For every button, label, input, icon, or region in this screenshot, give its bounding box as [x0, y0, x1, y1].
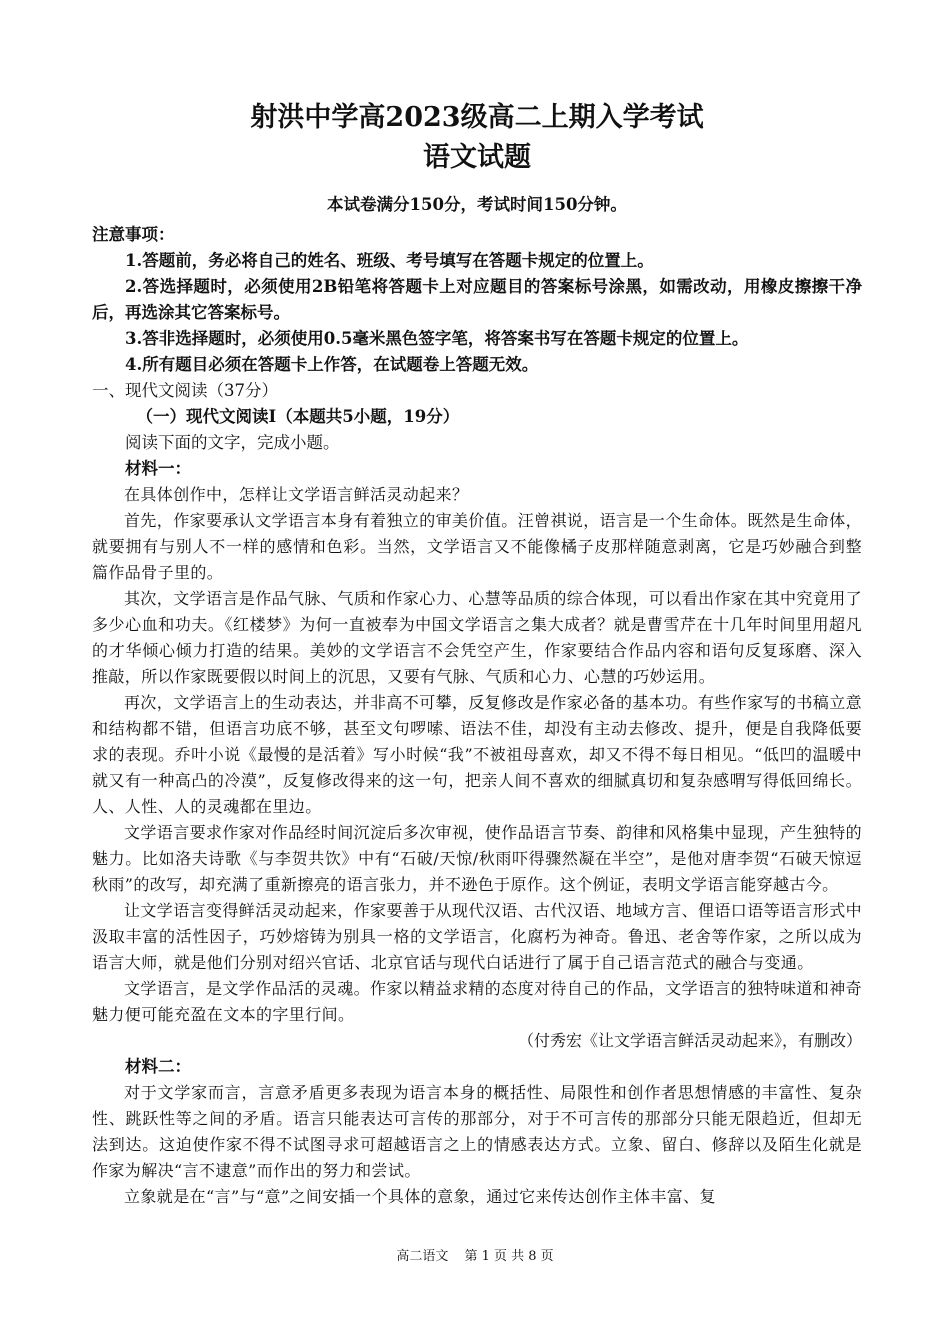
material-two-paragraph: 对于文学家而言，言意矛盾更多表现为语言本身的概括性、局限性和创作者思想情感的丰富性、复杂性、跳跃性等之间的矛盾。语言只能表达可言传的那部分，对于不可言传的那部分只能无限趋近，但却无法到达。这迫使作家不得不试图寻求可超越语言之上的情感表达方式。立象、留白、修辞以及陌生化就是作家为解决“言不逮意”而作出的努力和尝试。	[92, 1083, 862, 1180]
notes-heading: 注意事项：	[92, 225, 175, 244]
material-one-paragraph: 在具体创作中，怎样让文学语言鲜活灵动起来？	[124, 485, 469, 504]
material-one-paragraph: 文学语言，是文学作品活的灵魂。作家以精益求精的态度对待自己的作品，文学语言的独特味道和神奇魅力便可能充盈在文本的字里行间。	[92, 979, 863, 1024]
material-one-source: （付秀宏《让文学语言鲜活灵动起来》，有删改）	[517, 1031, 862, 1050]
material-one-paragraph: 再次，文学语言上的生动表达，并非高不可攀，反复修改是作家必备的基本功。有些作家写的书稿立意和结构都不错，但语言功底不够，甚至文句啰嗦、语法不佳，却没有主动去修改、提升，便是自我降低要求的表现。乔叶小说《最慢的是活着》写小时候“我”不被祖母喜欢，却又不得不每日相见。“低凹的温暖中就又有一种高凸的冷漠”，反复修改得来的这一句，把亲人间不喜欢的细腻真切和复杂感喟写得低回绵长。人、人性、人的灵魂都在里边。	[92, 693, 863, 816]
exam-subtitle: 语文试题	[423, 142, 531, 173]
material-two-label: 材料二：	[125, 1057, 191, 1076]
footer-subject: 高二语文	[396, 1249, 449, 1264]
material-one-paragraph: 文学语言要求作家对作品经时间沉淀后多次审视，使作品语言节奏、韵律和风格集中显现，产生独特的魅力。比如洛夫诗歌《与李贺共饮》中有“石破/天惊/秋雨吓得骤然凝在半空”，是他对唐李贺“石破天惊逗秋雨”的改写，却充满了重新擦亮的语言张力，并不逊色于原作。这个例证，表明文学语言能穿越古今。	[92, 823, 863, 894]
exam-title: 射洪中学高2023级高二上期入学考试	[250, 102, 704, 133]
note-item: 3.答非选择题时，必须使用0.5毫米黑色签字笔，将答案书写在答题卡规定的位置上。	[125, 329, 749, 348]
material-one-paragraph: 让文学语言变得鲜活灵动起来，作家要善于从现代汉语、古代汉语、地域方言、俚语口语等语言形式中汲取丰富的活性因子，巧妙熔铸为别具一格的文学语言，化腐朽为神奇。鲁迅、老舍等作家，之所以成为语言大师，就是他们分别对绍兴官话、北京官话与现代白话进行了属于自己语言范式的融合与变通。	[92, 901, 863, 972]
page-footer	[0, 1247, 950, 1267]
exam-info: 本试卷满分150分，考试时间150分钟。	[327, 195, 627, 214]
note-item: 1.答题前，务必将自己的姓名、班级、考号填写在答题卡规定的位置上。	[125, 251, 654, 270]
material-one-label: 材料一：	[125, 459, 191, 478]
subsection-heading: （一）现代文阅读Ⅰ（本题共5小题，19分）	[136, 407, 460, 426]
note-item: 2.答选择题时，必须使用2B铅笔将答题卡上对应题目的答案标号涂黑，如需改动，用橡皮擦擦干净后，再选涂其它答案标号。	[92, 277, 862, 322]
material-one-paragraph: 其次，文学语言是作品气脉、气质和作家心力、心慧等品质的综合体现，可以看出作家在其中究竟用了多少心血和功夫。《红楼梦》为何一直被奉为中国文学语言之集大成者？就是曹雪芹在十几年时间里用超凡的才华倾心倾力打造的结果。美妙的文学语言不会凭空产生，作家要结合作品内容和语句反复琢磨、深入推敲，所以作家既要假以时间上的沉思，又要有气脉、气质和心力、心慧的巧妙运用。	[92, 589, 863, 686]
note-item: 4.所有题目必须在答题卡上作答，在试题卷上答题无效。	[125, 355, 539, 374]
section-heading: 一、现代文阅读（37分）	[92, 381, 278, 400]
reading-instruction: 阅读下面的文字，完成小题。	[125, 433, 340, 452]
footer-page-number: 第 1 页 共 8 页	[464, 1249, 554, 1264]
material-two-paragraph: 立象就是在“言”与“意”之间安插一个具体的意象，通过它来传达创作主体丰富、复	[124, 1187, 716, 1206]
material-one-paragraph: 首先，作家要承认文学语言本身有着独立的审美价值。汪曾祺说，语言是一个生命体。既然是生命体，就要拥有与别人不一样的感情和色彩。当然，文学语言又不能像橘子皮那样随意剥离，它是巧妙融合到整篇作品骨子里的。	[92, 511, 863, 582]
